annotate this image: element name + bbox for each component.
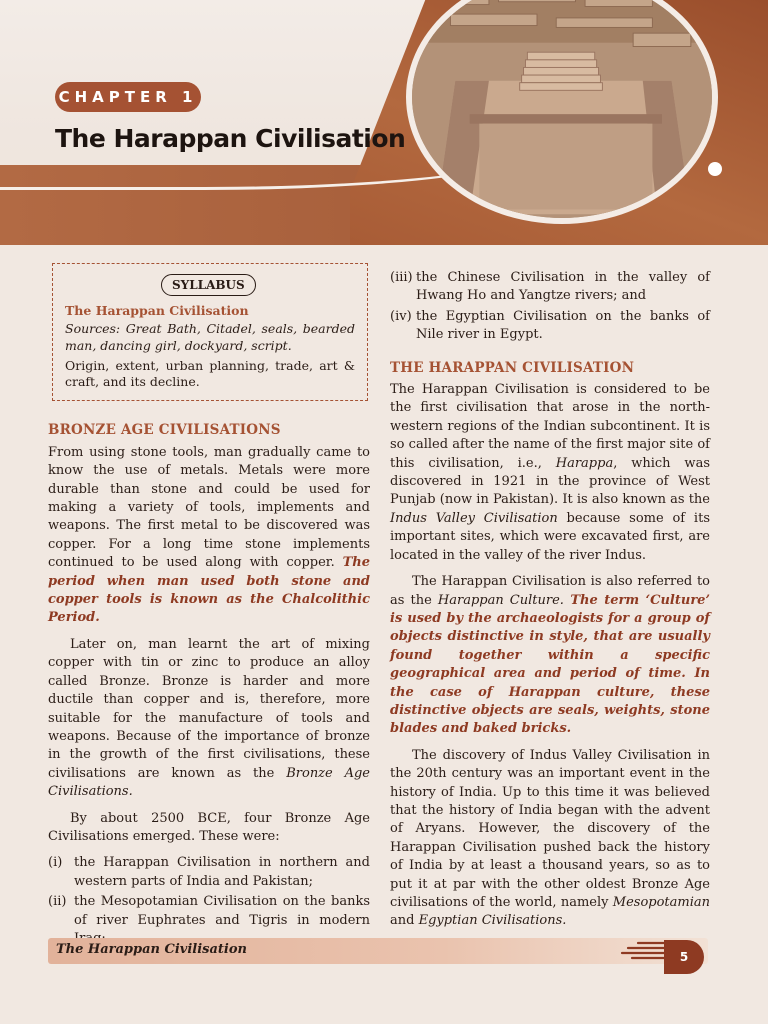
chapter-title: The Harappan Civilisation: [55, 124, 406, 153]
italic-text: Egyptian Civilisations.: [418, 913, 567, 929]
list-text: the Mesopotamian Civilisation on the banks of river Euphrates and Tigris in modern: [74, 894, 370, 928]
paragraph: [390, 381, 710, 565]
syllabus-tag: SYLLABUS: [161, 274, 256, 296]
footer-stripes-icon: [618, 940, 668, 962]
right-column: [390, 269, 710, 939]
paragraph-text: because some of its important sites, which were excavated first, are located in the valley of the river Indus.: [390, 510, 710, 563]
paragraph-text: The discovery of Indus Valley Civilisation in the 20th century was an important event in the history of India. Up to this time it was believed that the history of India began with the advent of Aryans. However, the discovery of the Harappan Civilisation pushed back the history of India by at least a thousand years, so as to put it at par with the other oldest Bronze Age civilisations of the world, namely: [390, 747, 710, 910]
list-text: the Chinese Civilisation in the valley of Hwang Ho and Yangtze rivers; and: [416, 270, 710, 304]
paragraph-text: , which was discovered in 1921 in the province of West Punjab (now in Pakistan). It is also known as the: [390, 455, 710, 508]
list-number: (iv): [390, 308, 412, 324]
paragraph-text: From using stone tools, man gradually came to know the use of metals. Metals were more durable than stone and could be used for making a variety of tools, implements and weapons. The first metal to be discovered was copper. For a long time stone implements continued to be used along with copper.: [48, 444, 370, 571]
footer-title: The Harappan Civilisation: [56, 942, 247, 957]
list-item: [390, 269, 710, 306]
syllabus-topics: Origin, extent, urban planning, trade, art & craft, and its decline.: [65, 358, 355, 390]
paragraph-text: and: [390, 913, 419, 929]
syllabus-sources: Sources: Great Bath, Citadel, seals, bearded man, dancing girl, dockyard, script.: [65, 321, 355, 354]
left-column: [48, 263, 370, 950]
italic-text: Mesopotamian: [612, 895, 710, 910]
syllabus-box: [52, 263, 368, 401]
syllabus-heading: The Harappan Civilisation: [65, 303, 249, 318]
chapter-label: CHAPTER 1: [55, 82, 201, 112]
list-item: [48, 854, 370, 891]
list-item: [390, 308, 710, 345]
civilisation-list: [48, 854, 370, 948]
list-number: (i): [48, 855, 63, 871]
italic-text: Bronze Age Civilisations.: [48, 765, 370, 800]
list-text: the Egyptian Civilisation on the banks of Nile river in Egypt.: [416, 308, 710, 343]
paragraph: [390, 573, 710, 739]
civilisation-list-continued: [390, 269, 710, 345]
page-number: 5: [664, 940, 704, 974]
italic-text: Harappan Culture.: [437, 592, 564, 608]
paragraph: [48, 636, 370, 802]
section-heading-bronze-age: BRONZE AGE CIVILISATIONS: [48, 422, 281, 439]
paragraph-text: The Harappan Civilisation is also referred to as the: [390, 574, 710, 608]
emphasis-text: The term ‘Culture’ is used by the archaeologists for a group of objects distinctive in style, that are usually found together within a specific geographical area and period of time. In the case of Harappan culture, these distinctive objects are seals, weights, stone blades and baked bricks.: [390, 592, 710, 737]
emphasis-text: The period when man used both stone and copper tools is known as the Chalcolithic Period.: [48, 555, 370, 626]
page-content: [0, 245, 768, 1024]
italic-text: Harappa: [555, 455, 614, 471]
list-number: (iii): [390, 270, 413, 285]
paragraph-text: Later on, man learnt the art of mixing copper with tin or zinc to produce an alloy called Bronze. Bronze is harder and more ductile than copper and is, therefore, more suitable for the manufacture of tools and weapons. Because of the importance of bronze in the growth of the first civilisations, these civilisations are known as the: [48, 636, 370, 781]
list-number: (ii): [48, 894, 67, 910]
ring-dot: [708, 162, 722, 176]
paragraph-text: The Harappan Civilisation is considered to be the first civilisation that arose in the north-western regions of the Indian subcontinent. It is so called after the name of the first major site of this civilisation, i.e.,: [390, 382, 710, 471]
paragraph: [48, 444, 370, 628]
list-text: the Harappan Civilisation in northern and western parts of India and Pakistan;: [74, 855, 370, 889]
section-heading-harappan: THE HARAPPAN CIVILISATION: [390, 359, 635, 376]
paragraph: [390, 747, 710, 931]
paragraph: By about 2500 BCE, four Bronze Age Civilisations emerged. These were:: [48, 810, 370, 844]
chapter-header: [0, 0, 768, 245]
italic-text: Indus Valley Civilisation: [390, 510, 558, 526]
